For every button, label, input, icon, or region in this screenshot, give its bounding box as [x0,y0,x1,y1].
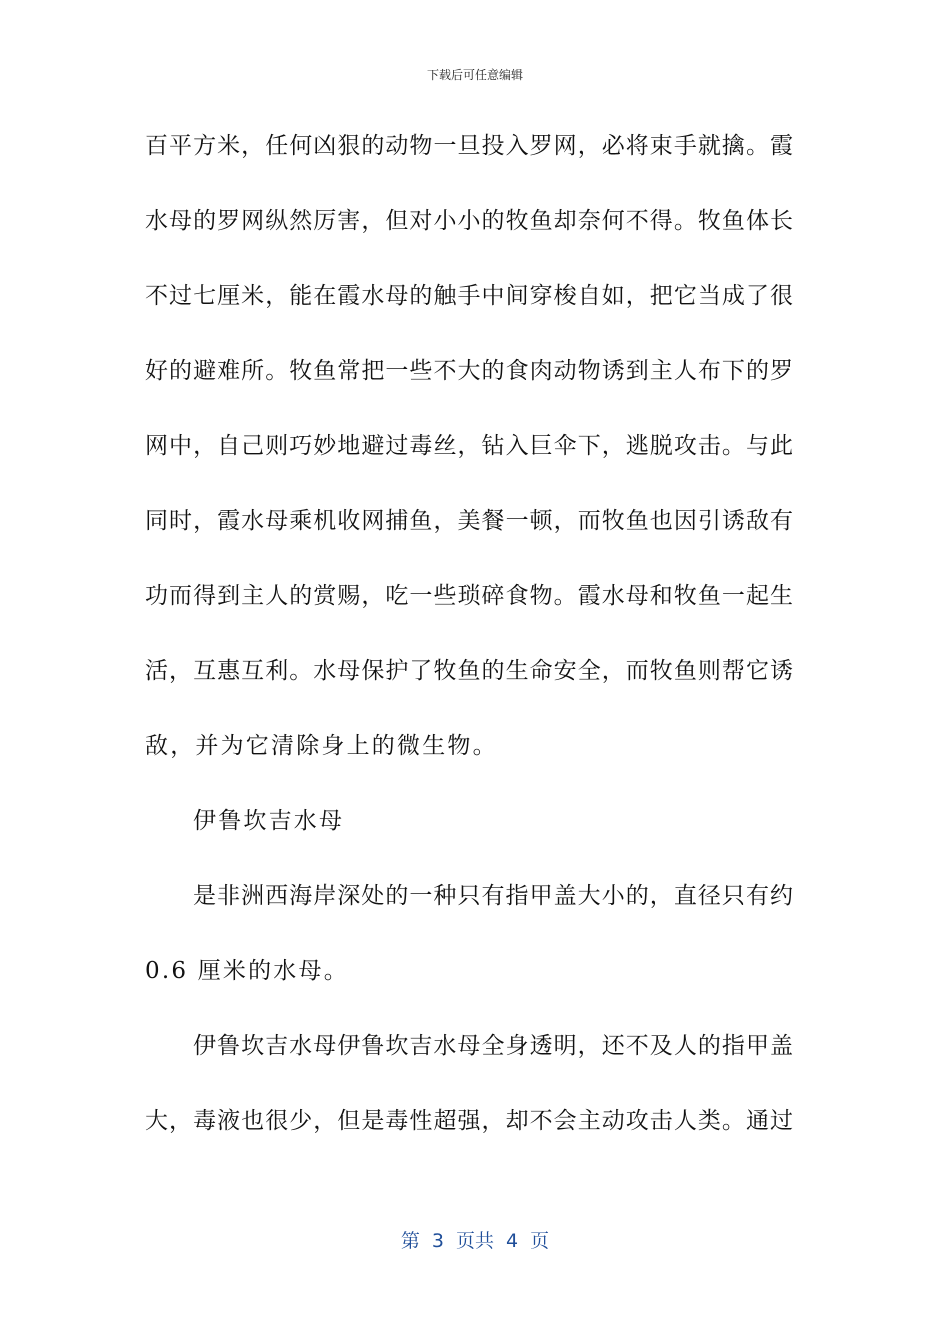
document-body [145,124,793,1174]
text-line: 不过七厘米，能在霞水母的触手中间穿梭自如，把它当成了很 [145,283,793,309]
text-line: 网中，自己则巧妙地避过毒丝，钻入巨伞下，逃脱攻击。与此 [145,433,793,459]
text-line: 同时，霞水母乘机收网捕鱼，美餐一顿，而牧鱼也因引诱敌有 [145,508,793,534]
text-line: 水母的罗网纵然厉害，但对小小的牧鱼却奈何不得。牧鱼体长 [145,208,793,234]
text-line: 活，互惠互利。水母保护了牧鱼的生命安全，而牧鱼则帮它诱 [145,658,793,684]
page-header-note: 下载后可任意编辑 [426,68,523,82]
text-line: 好的避难所。牧鱼常把一些不大的食肉动物诱到主人布下的罗 [145,358,793,384]
text-line: 伊鲁坎吉水母伊鲁坎吉水母全身透明，还不及人的指甲盖 [193,1033,793,1059]
text-line: 大，毒液也很少，但是毒性超强，却不会主动攻击人类。通过 [145,1108,793,1134]
text-line: 百平方米，任何凶狠的动物一旦投入罗网，必将束手就擒。霞 [145,133,793,159]
text-line: 是非洲西海岸深处的一种只有指甲盖大小的，直径只有约 [193,883,793,909]
text-line: 功而得到主人的赏赐，吃一些琐碎食物。霞水母和牧鱼一起生 [145,583,793,609]
text-line: 0.6 厘米的水母。 [145,958,349,984]
section-heading: 伊鲁坎吉水母 [193,808,345,834]
page-number: 第 3 页共 4 页 [400,1230,550,1252]
text-line: 敌，并为它清除身上的微生物。 [145,733,498,759]
